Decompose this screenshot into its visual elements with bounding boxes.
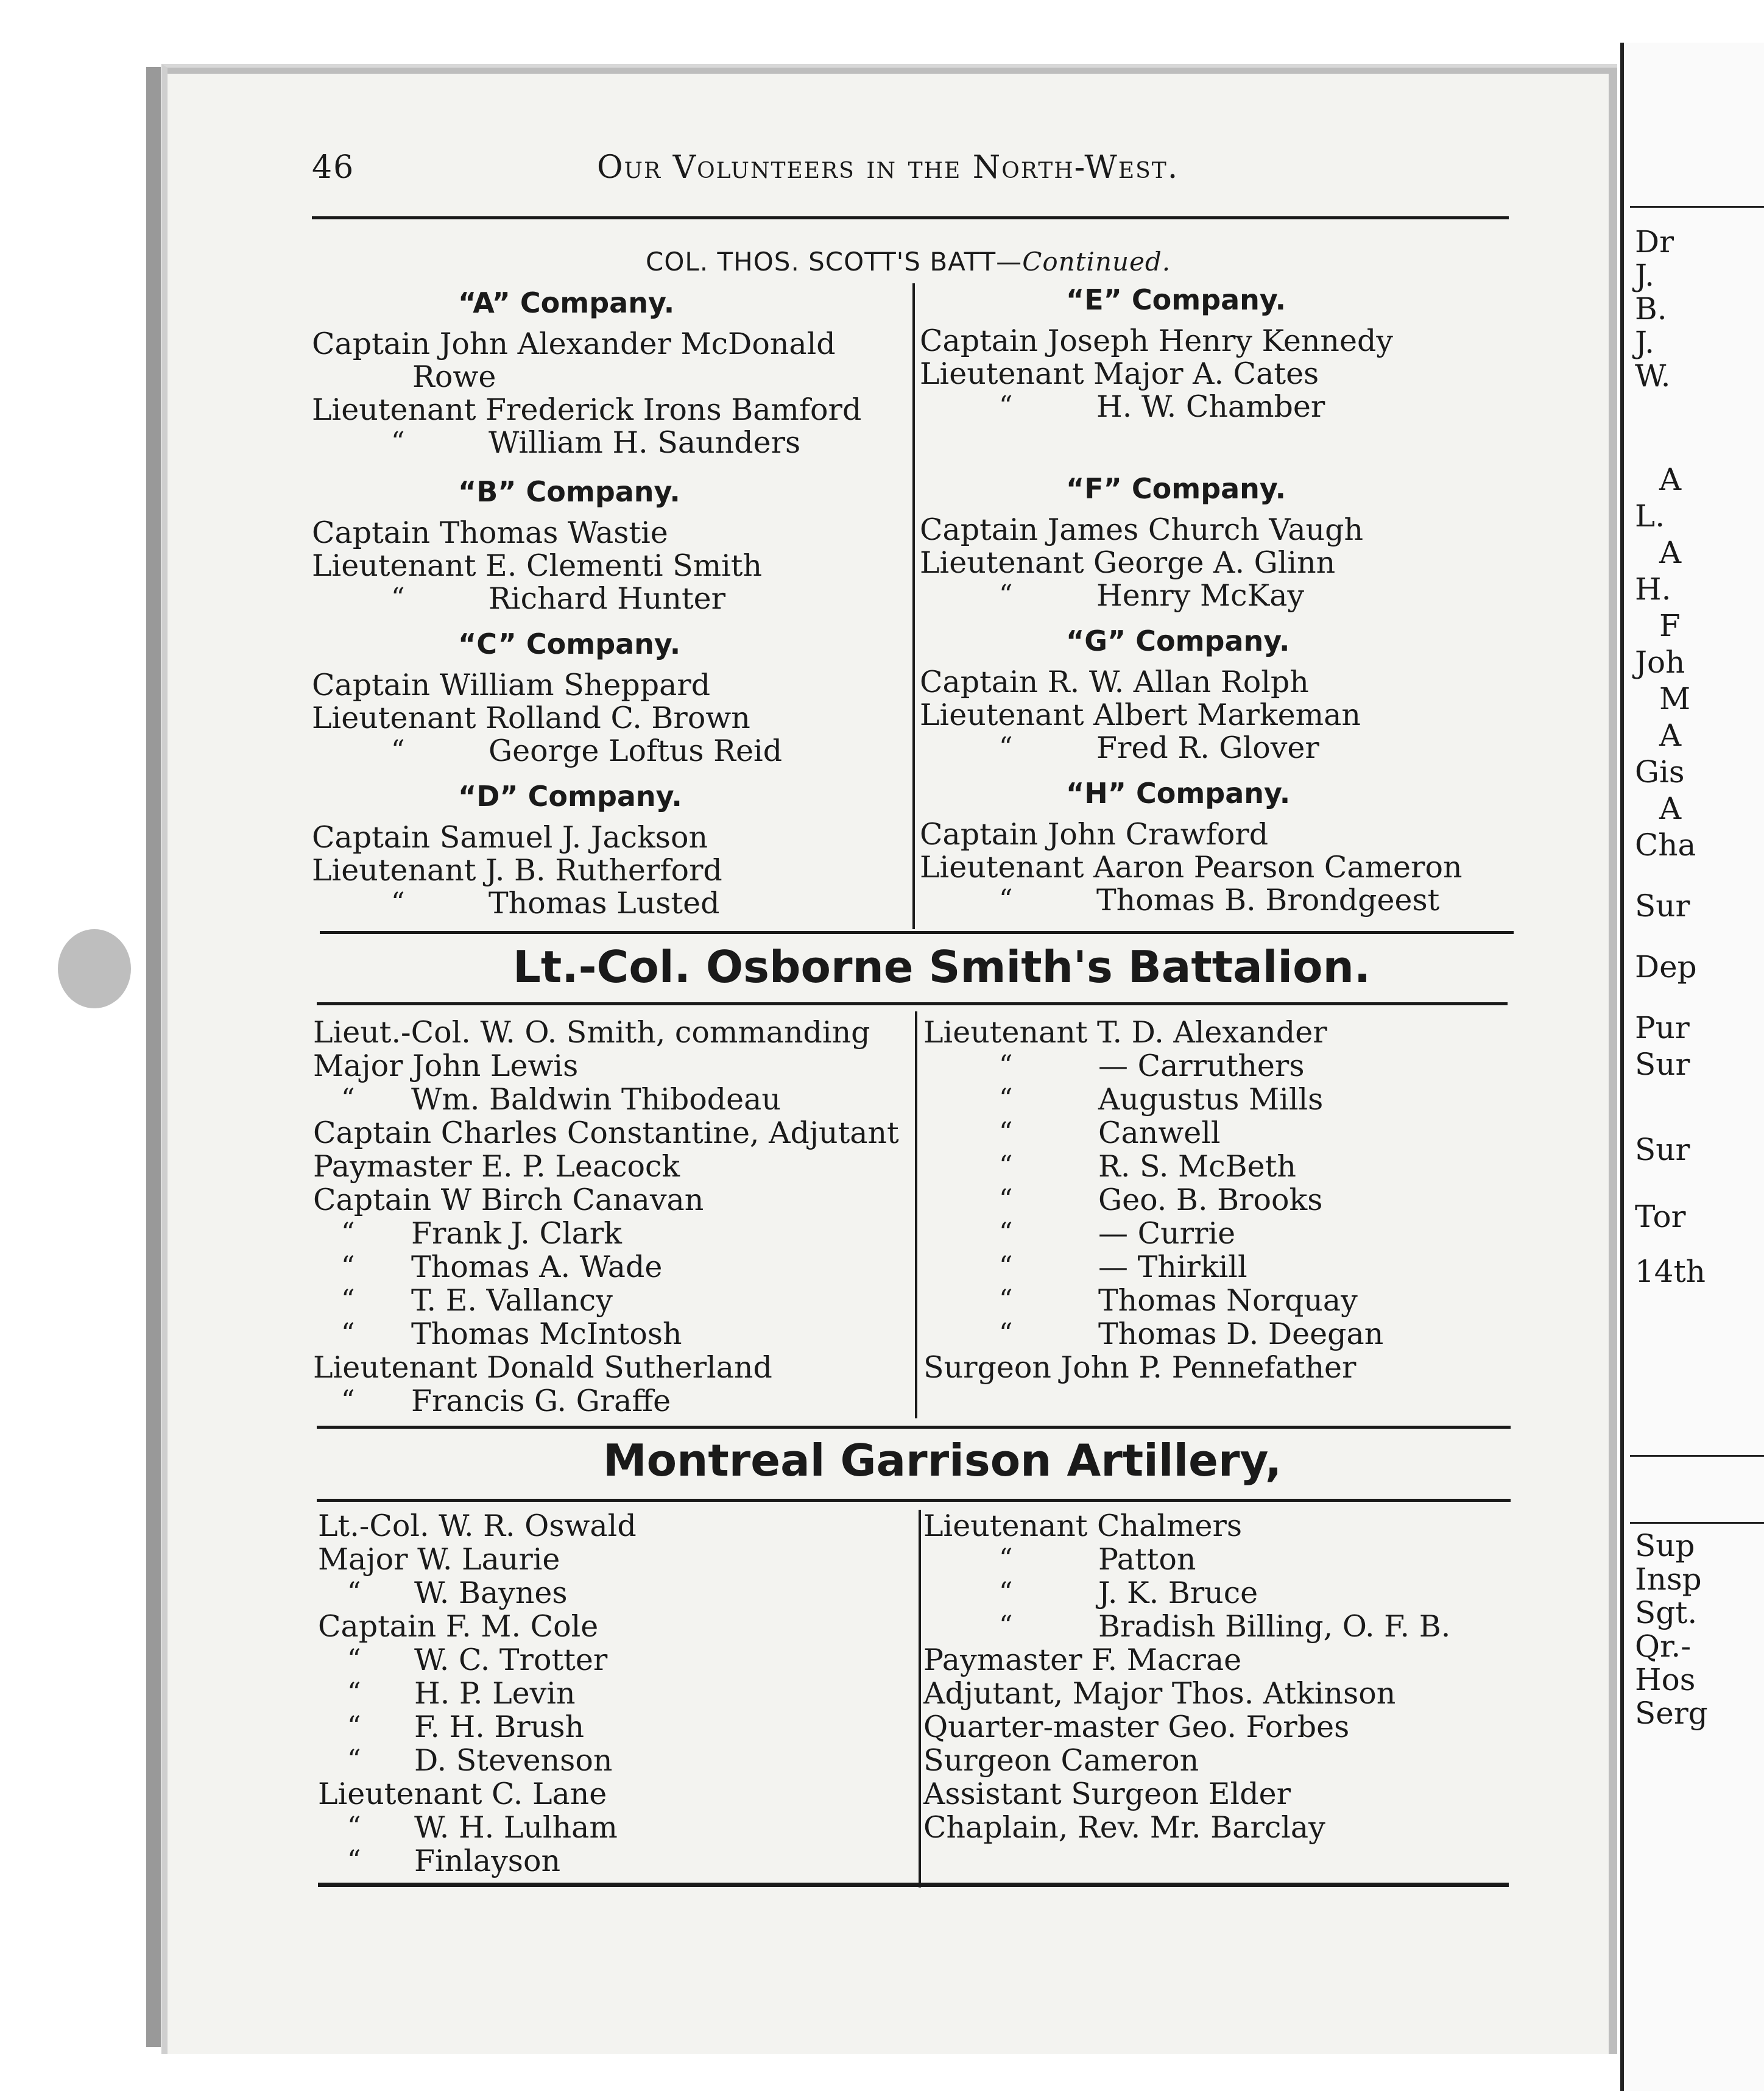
officer-name: W. H. Lulham — [414, 1810, 618, 1845]
officer-name: Thomas A. Wade — [411, 1250, 663, 1284]
officer-name: Quarter-master Geo. Forbes — [923, 1710, 1350, 1744]
officer-name: R. S. McBeth — [1098, 1149, 1296, 1184]
officer-name: George Loftus Reid — [489, 734, 783, 768]
facing-page-fragment: H. — [1635, 571, 1671, 607]
facing-page-fragment: F — [1659, 608, 1681, 643]
facing-page-fragment: Pur — [1635, 1010, 1690, 1046]
facing-page-fragment: Insp — [1635, 1562, 1702, 1597]
ditto-mark: “ — [341, 1251, 355, 1282]
facing-page-fragment: M — [1659, 681, 1691, 716]
officer-name: Rowe — [412, 359, 496, 394]
officer-name: — Carruthers — [1098, 1049, 1305, 1083]
facing-page-fragment: L. — [1635, 498, 1665, 534]
facing-page-fragment: Hos — [1635, 1662, 1696, 1697]
officer-name: Major W. Laurie — [318, 1542, 560, 1577]
officer-name: F. H. Brush — [414, 1710, 585, 1744]
facing-page-fragment: A — [1659, 535, 1682, 570]
ditto-mark: “ — [999, 1318, 1013, 1349]
officer-name: William H. Saunders — [489, 425, 801, 460]
officer-name: W. Baynes — [414, 1576, 568, 1610]
ditto-mark: “ — [999, 391, 1013, 422]
officer-name: H. W. Chamber — [1096, 389, 1325, 424]
officer-name: Thomas Lusted — [489, 886, 720, 921]
ditto-mark: “ — [999, 1251, 1013, 1282]
facing-page-fragment: A — [1659, 791, 1682, 826]
facing-page-fragment: A — [1659, 462, 1682, 497]
stain-mark — [58, 929, 131, 1008]
ditto-mark: “ — [999, 1117, 1013, 1148]
officer-name: Canwell — [1098, 1116, 1221, 1150]
ditto-mark: “ — [341, 1385, 355, 1416]
column-divider — [912, 283, 915, 929]
officer-name: Thomas D. Deegan — [1098, 1317, 1384, 1351]
officer-name: Lieutenant T. D. Alexander — [923, 1015, 1327, 1050]
officer-name: Surgeon John P. Pennefather — [923, 1350, 1357, 1385]
facing-rule — [1630, 1455, 1764, 1457]
ditto-mark: “ — [347, 1677, 361, 1708]
facing-page-fragment: B. — [1635, 291, 1667, 327]
officer-name: Paymaster E. P. Leacock — [313, 1149, 680, 1184]
officer-name: Chaplain, Rev. Mr. Barclay — [923, 1810, 1325, 1845]
company-heading: “C” Company. — [458, 628, 681, 660]
ditto-mark: “ — [999, 1543, 1013, 1574]
facing-page-fragment: Qr.- — [1635, 1629, 1692, 1664]
facing-page-fragment: Sgt. — [1635, 1595, 1698, 1630]
officer-name: Captain Thomas Wastie — [312, 515, 668, 550]
officer-name: Lt.-Col. W. R. Oswald — [318, 1509, 637, 1543]
facing-page-fragment: Sup — [1635, 1528, 1695, 1563]
ditto-mark: “ — [341, 1083, 355, 1114]
officer-name: Surgeon Cameron — [923, 1743, 1199, 1778]
ditto-mark: “ — [341, 1217, 355, 1248]
officer-name: Captain William Sheppard — [312, 668, 711, 702]
officer-name: Assistant Surgeon Elder — [923, 1777, 1291, 1811]
smith-battalion-title: Lt.-Col. Osborne Smith's Battalion. — [513, 941, 1371, 992]
facing-page-fragment: W. — [1635, 358, 1671, 394]
facing-page-fragment: Dep — [1635, 949, 1697, 985]
running-title: Our Volunteers in the North-West. — [597, 149, 1179, 186]
facing-page-fragment: Sur — [1635, 1047, 1690, 1082]
ditto-mark: “ — [391, 735, 405, 766]
continued-suffix: Continued. — [1022, 247, 1171, 277]
facing-page-fragment: Cha — [1635, 827, 1696, 863]
ditto-mark: “ — [999, 1217, 1013, 1248]
officer-name: Captain F. M. Cole — [318, 1609, 599, 1644]
officer-name: Lieut.-Col. W. O. Smith, commanding — [313, 1015, 870, 1050]
officer-name: Captain Samuel J. Jackson — [312, 820, 708, 855]
scott-continued-heading — [646, 247, 1171, 277]
company-heading: “E” Company. — [1066, 283, 1286, 316]
officer-name: Lieutenant E. Clementi Smith — [312, 548, 763, 583]
company-heading: “G” Company. — [1066, 624, 1290, 657]
company-heading: “D” Company. — [458, 780, 682, 813]
officer-name: Frank J. Clark — [411, 1216, 622, 1251]
officer-name: Thomas McIntosh — [411, 1317, 682, 1351]
officer-name: Captain Joseph Henry Kennedy — [920, 324, 1393, 358]
facing-page-fragment: 14th — [1635, 1254, 1706, 1289]
officer-name: Wm. Baldwin Thibodeau — [411, 1082, 781, 1117]
officer-name: Lieutenant Albert Markeman — [920, 698, 1361, 732]
ditto-mark: “ — [999, 732, 1013, 763]
officer-name: Geo. B. Brooks — [1098, 1183, 1323, 1217]
officer-name: Lieutenant J. B. Rutherford — [312, 853, 722, 888]
continued-prefix: COL. THOS. SCOTT'S BATT— — [646, 247, 1023, 277]
officer-name: Captain John Crawford — [920, 817, 1269, 852]
officer-name: Lieutenant Frederick Irons Bamford — [312, 392, 862, 427]
section-rule — [320, 931, 1514, 934]
company-heading: “H” Company. — [1066, 777, 1291, 810]
facing-page-fragment: Sur — [1635, 1132, 1690, 1167]
ditto-mark: “ — [999, 1150, 1013, 1181]
officer-name: J. K. Bruce — [1098, 1576, 1258, 1610]
officer-name: Captain Charles Constantine, Adjutant — [313, 1116, 899, 1150]
officer-name: Lieutenant Aaron Pearson Cameron — [920, 850, 1462, 885]
ditto-mark: “ — [347, 1744, 361, 1775]
section-rule — [317, 1002, 1508, 1005]
ditto-mark: “ — [347, 1644, 361, 1675]
officer-name: Lieutenant George A. Glinn — [920, 545, 1336, 580]
company-heading: “A” Company. — [458, 286, 675, 319]
officer-name: — Thirkill — [1098, 1250, 1247, 1284]
officer-name: Captain James Church Vaugh — [920, 512, 1364, 547]
bottom-rule — [318, 1883, 1509, 1887]
officer-name: H. P. Levin — [414, 1676, 576, 1711]
officer-name: Captain R. W. Allan Rolph — [920, 665, 1309, 699]
facing-page-fragment: Serg — [1635, 1696, 1708, 1731]
ditto-mark: “ — [347, 1811, 361, 1842]
officer-name: Lieutenant Chalmers — [923, 1509, 1243, 1543]
officer-name: Henry McKay — [1096, 578, 1305, 613]
book-edge — [146, 67, 161, 2047]
ditto-mark: “ — [347, 1711, 361, 1742]
facing-page-fragment: Tor — [1635, 1199, 1686, 1234]
ditto-mark: “ — [341, 1318, 355, 1349]
section-rule — [317, 1499, 1511, 1502]
officer-name: Lieutenant C. Lane — [318, 1777, 607, 1811]
officer-name: Lieutenant Major A. Cates — [920, 356, 1319, 391]
header-rule — [312, 216, 1509, 219]
officer-name: — Currie — [1098, 1216, 1236, 1251]
ditto-mark: “ — [999, 1284, 1013, 1315]
ditto-mark: “ — [347, 1845, 361, 1876]
ditto-mark: “ — [999, 1050, 1013, 1081]
officer-name: Francis G. Graffe — [411, 1384, 671, 1418]
facing-rule — [1630, 206, 1764, 208]
officer-name: Lieutenant Donald Sutherland — [313, 1350, 772, 1385]
ditto-mark: “ — [999, 1184, 1013, 1215]
officer-name: Major John Lewis — [313, 1049, 579, 1083]
ditto-mark: “ — [391, 426, 405, 458]
officer-name: Thomas Norquay — [1098, 1283, 1358, 1318]
officer-name: Finlayson — [414, 1844, 560, 1878]
company-heading: “F” Company. — [1066, 472, 1286, 505]
section-rule — [317, 1426, 1511, 1429]
officer-name: Captain W Birch Canavan — [313, 1183, 704, 1217]
ditto-mark: “ — [999, 884, 1013, 915]
facing-page-fragment: Gis — [1635, 754, 1685, 790]
ditto-mark: “ — [391, 887, 405, 918]
officer-name: Augustus Mills — [1098, 1082, 1324, 1117]
officer-name: Fred R. Glover — [1096, 731, 1319, 765]
facing-rule — [1630, 1522, 1764, 1524]
column-divider — [915, 1011, 917, 1418]
facing-page-fragment: Dr — [1635, 224, 1674, 260]
officer-name: Captain John Alexander McDonald — [312, 327, 836, 361]
officer-name: T. E. Vallancy — [411, 1283, 613, 1318]
officer-name: Paymaster F. Macrae — [923, 1643, 1242, 1677]
officer-name: Adjutant, Major Thos. Atkinson — [923, 1676, 1396, 1711]
facing-page-fragment: J. — [1635, 325, 1655, 360]
officer-name: Bradish Billing, O. F. B. — [1098, 1609, 1451, 1644]
ditto-mark: “ — [999, 1610, 1013, 1641]
ditto-mark: “ — [999, 1577, 1013, 1608]
facing-page — [1620, 43, 1764, 2091]
officer-name: Patton — [1098, 1542, 1196, 1577]
officer-name: Lieutenant Rolland C. Brown — [312, 701, 750, 735]
officer-name: Thomas B. Brondgeest — [1096, 883, 1440, 918]
ditto-mark: “ — [391, 582, 405, 614]
officer-name: D. Stevenson — [414, 1743, 613, 1778]
facing-page-fragment: Joh — [1635, 645, 1685, 680]
montreal-artillery-title: Montreal Garrison Artillery, — [603, 1435, 1282, 1486]
facing-page-fragment: Sur — [1635, 888, 1690, 924]
ditto-mark: “ — [341, 1284, 355, 1315]
officer-name: W. C. Trotter — [414, 1643, 608, 1677]
facing-page-fragment: A — [1659, 718, 1682, 753]
ditto-mark: “ — [999, 579, 1013, 610]
ditto-mark: “ — [999, 1083, 1013, 1114]
company-heading: “B” Company. — [458, 475, 680, 508]
column-divider — [919, 1510, 921, 1888]
officer-name: Richard Hunter — [489, 581, 726, 616]
page-number: 46 — [312, 149, 355, 186]
facing-page-fragment: J. — [1635, 258, 1655, 293]
ditto-mark: “ — [347, 1577, 361, 1608]
